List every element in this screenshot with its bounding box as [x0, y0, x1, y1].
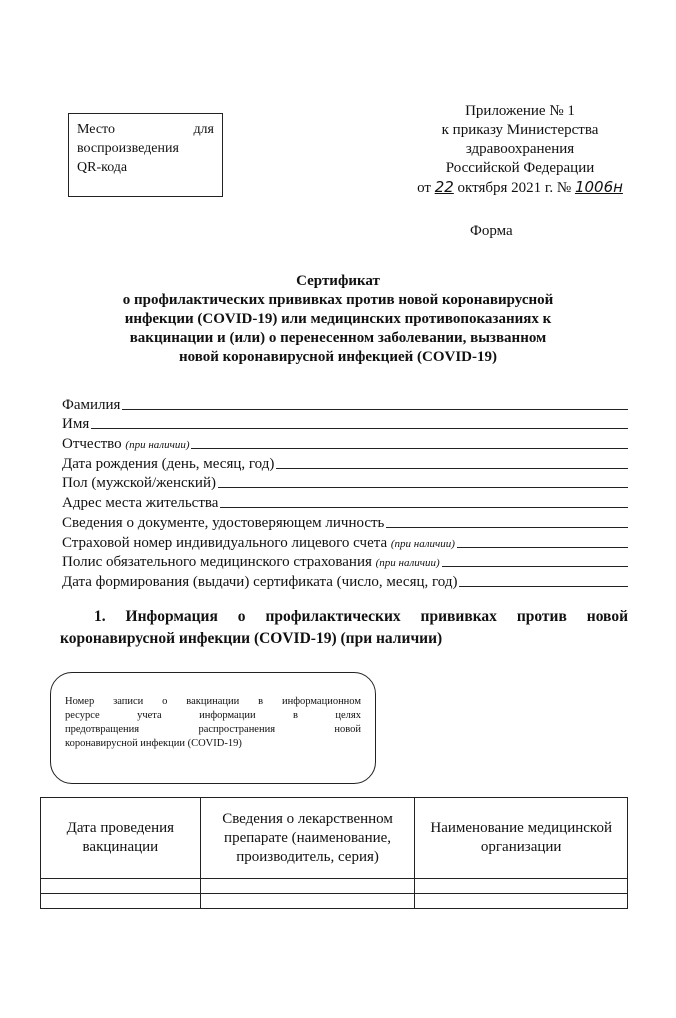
field-sex: Пол (мужской/женский) [62, 473, 628, 493]
field-birth-date: Дата рождения (день, месяц, год) [62, 453, 628, 473]
table-cell[interactable] [200, 879, 415, 894]
field-snils: Страховой номер индивидуального лицевого счета (при наличии) [62, 532, 628, 552]
appendix-ministry: здравоохранения [465, 141, 575, 157]
table-row [41, 894, 628, 909]
qr-label-qr: QR-кода [77, 160, 128, 175]
col-drug-info: Сведения о лекарственном препарате (наименование, производитель, серия) [200, 798, 415, 879]
blank-line[interactable] [220, 507, 628, 508]
table-cell[interactable] [41, 894, 201, 909]
blank-line[interactable] [91, 428, 628, 429]
blank-line[interactable] [386, 527, 628, 528]
appendix-date: от 22 октября 2021 г. № 1006н [417, 178, 623, 196]
handwritten-order-number: 1006н [574, 178, 623, 196]
vaccination-table [40, 797, 628, 909]
blank-line[interactable] [122, 409, 628, 410]
field-identity-document: Сведения о документе, удостоверяющем личность [62, 512, 628, 532]
field-address: Адрес места жительства [62, 492, 628, 512]
appendix-number: Приложение № 1 [465, 103, 575, 119]
field-oms-policy: Полис обязательного медицинского страхования (при наличии) [62, 552, 628, 572]
qr-label-reproduction: воспроизведения [77, 141, 179, 156]
field-issue-date: Дата формирования (выдачи) сертификата (число, месяц, год) [62, 571, 628, 591]
table-cell[interactable] [415, 879, 628, 894]
form-label: Форма [470, 223, 513, 239]
table-cell[interactable] [41, 879, 201, 894]
col-vaccination-date: Дата проведения вакцинации [41, 798, 201, 879]
col-medical-organization: Наименование медицинской организации [415, 798, 628, 879]
blank-line[interactable] [276, 468, 628, 469]
section-1-heading: 1. Информация о профилактических прививках против новой коронавирусной инфекции (COVID-19) (при наличии) [60, 608, 628, 647]
table-cell[interactable] [415, 894, 628, 909]
qr-code-placeholder [68, 113, 223, 197]
field-first-name: Имя [62, 414, 628, 434]
certificate-title: Сертификат о профилактических прививках против новой коронавирусной инфекции (COVID-19) или медицинских противопоказаниях к вакцинации и (или) о перенесенном заболевании, вызванном новой коронавирусной инфекцией (COVID-19) [122, 273, 554, 365]
blank-line[interactable] [459, 586, 628, 587]
field-surname: Фамилия [62, 394, 628, 414]
qr-label-for: для [193, 122, 214, 137]
table-cell[interactable] [200, 894, 415, 909]
handwritten-day: 22 [434, 178, 454, 196]
table-row [41, 879, 628, 894]
blank-line[interactable] [457, 547, 628, 548]
qr-label-place: Место [77, 122, 115, 137]
appendix-country: Российской Федерации [445, 160, 595, 176]
appendix-order-ref: к приказу Министерства [441, 122, 599, 138]
vaccination-record-number-box: Номер записи о вакцинации в информационном ресурсе учета информации в целях предотвращения распространения новой коронавирусной инфекции (COVID-19) [50, 672, 376, 784]
blank-line[interactable] [191, 448, 628, 449]
personal-data-fields [62, 394, 628, 591]
table-header-row [41, 798, 628, 879]
field-patronymic: Отчество (при наличии) [62, 433, 628, 453]
blank-line[interactable] [218, 487, 628, 488]
appendix-header [385, 102, 655, 198]
blank-line[interactable] [442, 566, 628, 567]
